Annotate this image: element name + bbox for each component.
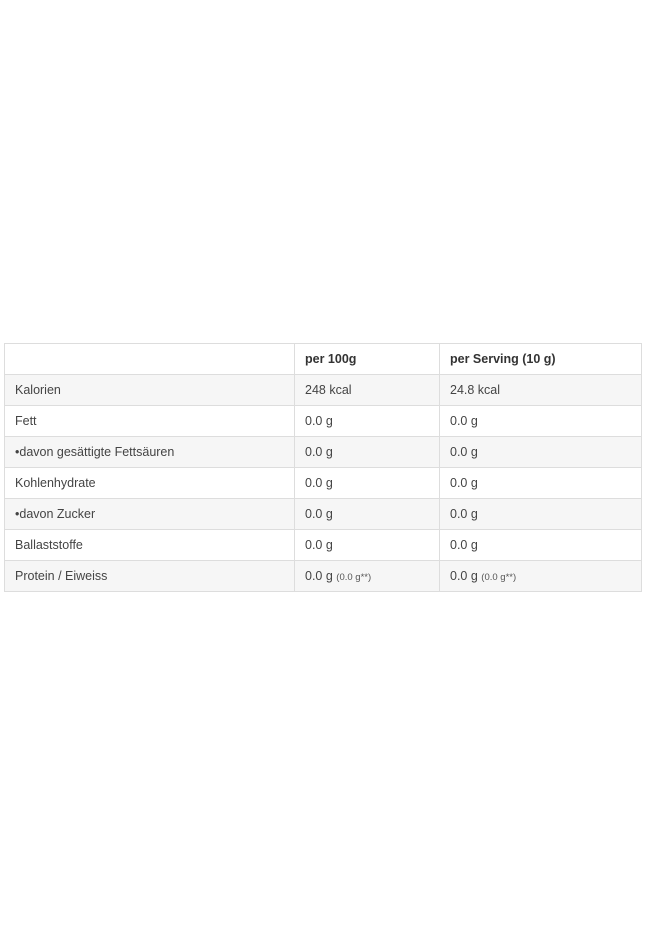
table-row (5, 561, 642, 592)
nutrient-label: Kohlenhydrate (5, 468, 295, 499)
nutrient-label: Kalorien (5, 375, 295, 406)
table-row (5, 406, 642, 437)
nutrient-label: Fett (5, 406, 295, 437)
value-per-serving: 24.8 kcal (440, 375, 642, 406)
value-per-serving: 0.0 g (440, 499, 642, 530)
header-per-100g: per 100g (295, 344, 440, 375)
value-per-serving: 0.0 g (450, 569, 478, 583)
value-per-serving: 0.0 g (440, 468, 642, 499)
table-row (5, 530, 642, 561)
table-row (5, 468, 642, 499)
value-per-100g: 0.0 g (295, 437, 440, 468)
value-per-serving-note: (0.0 g**) (481, 572, 517, 583)
nutrition-table (4, 343, 642, 592)
value-per-serving: 0.0 g (440, 437, 642, 468)
nutrient-label: •davon Zucker (5, 499, 295, 530)
header-nutrient (5, 344, 295, 375)
table-row (5, 375, 642, 406)
value-per-serving: 0.0 g (440, 406, 642, 437)
value-per-100g: 0.0 g (305, 569, 333, 583)
nutrient-label: •davon gesättigte Fettsäuren (5, 437, 295, 468)
value-per-100g: 0.0 g (295, 406, 440, 437)
value-per-100g: 248 kcal (295, 375, 440, 406)
nutrition-table-container (4, 343, 641, 592)
table-row (5, 437, 642, 468)
value-per-serving-cell (440, 561, 642, 592)
nutrient-label: Protein / Eiweiss (5, 561, 295, 592)
value-per-100g: 0.0 g (295, 530, 440, 561)
value-per-serving: 0.0 g (440, 530, 642, 561)
nutrient-label: Ballaststoffe (5, 530, 295, 561)
value-per-100g-cell (295, 561, 440, 592)
table-row (5, 499, 642, 530)
value-per-100g: 0.0 g (295, 468, 440, 499)
table-header-row (5, 344, 642, 375)
value-per-100g-note: (0.0 g**) (336, 572, 372, 583)
value-per-100g: 0.0 g (295, 499, 440, 530)
header-per-serving: per Serving (10 g) (440, 344, 642, 375)
